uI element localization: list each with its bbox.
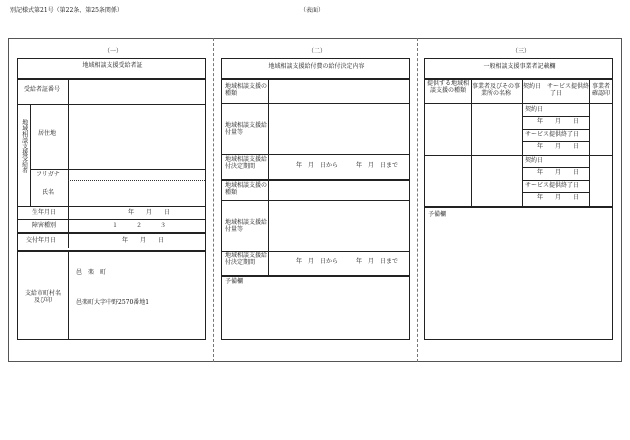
municipality-label: 支給市町村名及び印 xyxy=(24,290,61,304)
end-date-label-1: サービス提供終了日 xyxy=(525,131,580,138)
provider-panel xyxy=(424,58,613,340)
contract-date-value-2: 年 月 日 xyxy=(537,169,580,176)
disability-label: 障害種別 xyxy=(32,222,57,229)
panel-separator xyxy=(417,38,418,362)
address-label: 居住地 xyxy=(38,130,57,137)
decision-period-label-2: 地域相談支援給付決定期間 xyxy=(225,252,268,266)
decision-panel xyxy=(221,58,410,340)
decision-amount-label-1: 地域相談支援給付量等 xyxy=(225,122,268,136)
provider-notes-label: 予備欄 xyxy=(428,211,447,218)
panel-number-2: （二） xyxy=(308,48,327,55)
col-office-name: 事業者及びその事業所の名称 xyxy=(472,83,521,97)
applicant-group-label: 地域相談支援受給者 xyxy=(20,119,28,173)
col-service-type: 提供する地域相談支援の種類 xyxy=(426,80,469,94)
decision-type-label-2: 地域相談支援の種類 xyxy=(225,182,268,196)
birth-value: 年 月 日 xyxy=(128,209,171,216)
col-contract-dates: 契約日 サービス提供終了日 xyxy=(523,83,590,97)
end-date-label-2: サービス提供終了日 xyxy=(525,182,580,189)
panel-number-1: （一） xyxy=(104,48,123,55)
certificate-number-label: 受給者証番号 xyxy=(24,86,61,93)
panel-number-3: （三） xyxy=(512,48,531,55)
contract-date-label-1: 契約日 xyxy=(525,106,544,113)
furigana-label: フリガナ xyxy=(36,171,60,178)
decision-notes-label: 予備欄 xyxy=(225,278,244,285)
contract-date-value-1: 年 月 日 xyxy=(537,118,580,125)
decision-period-value-2: 年 月 日から 年 月 日まで xyxy=(296,258,399,265)
end-date-value-1: 年 月 日 xyxy=(537,143,580,150)
disability-options: １ ２ ３ xyxy=(112,222,167,229)
decision-type-label-1: 地域相談支援の種類 xyxy=(225,83,268,97)
birth-label: 生年月日 xyxy=(32,209,57,216)
issue-date-label: 交付年月日 xyxy=(26,237,57,244)
col-provider-stamp: 事業者確認印 xyxy=(591,83,610,97)
end-date-value-2: 年 月 日 xyxy=(537,194,580,201)
decision-period-label-1: 地域相談支援給付決定期間 xyxy=(225,156,268,170)
decision-title: 地域相談支援給付費の給付決定内容 xyxy=(268,63,365,70)
contract-date-label-2: 契約日 xyxy=(525,157,544,164)
panel-separator xyxy=(213,38,214,362)
side-label: （表面） xyxy=(300,7,325,14)
decision-period-value-1: 年 月 日から 年 月 日まで xyxy=(296,162,399,169)
municipality-name: 邑 楽 町 xyxy=(76,269,107,276)
form-reference: 別記様式第21号（第22条、第25条関係） xyxy=(10,7,123,14)
municipality-address: 邑楽町大字中野2570番地1 xyxy=(76,299,150,306)
certificate-panel xyxy=(17,58,206,340)
issue-date-value: 年 月 日 xyxy=(122,237,165,244)
decision-amount-label-2: 地域相談支援給付量等 xyxy=(225,219,268,233)
provider-title: 一般相談支援事業者記載欄 xyxy=(483,63,556,70)
name-label: 氏名 xyxy=(42,189,55,196)
certificate-title: 地域相談支援受給者証 xyxy=(82,62,143,69)
